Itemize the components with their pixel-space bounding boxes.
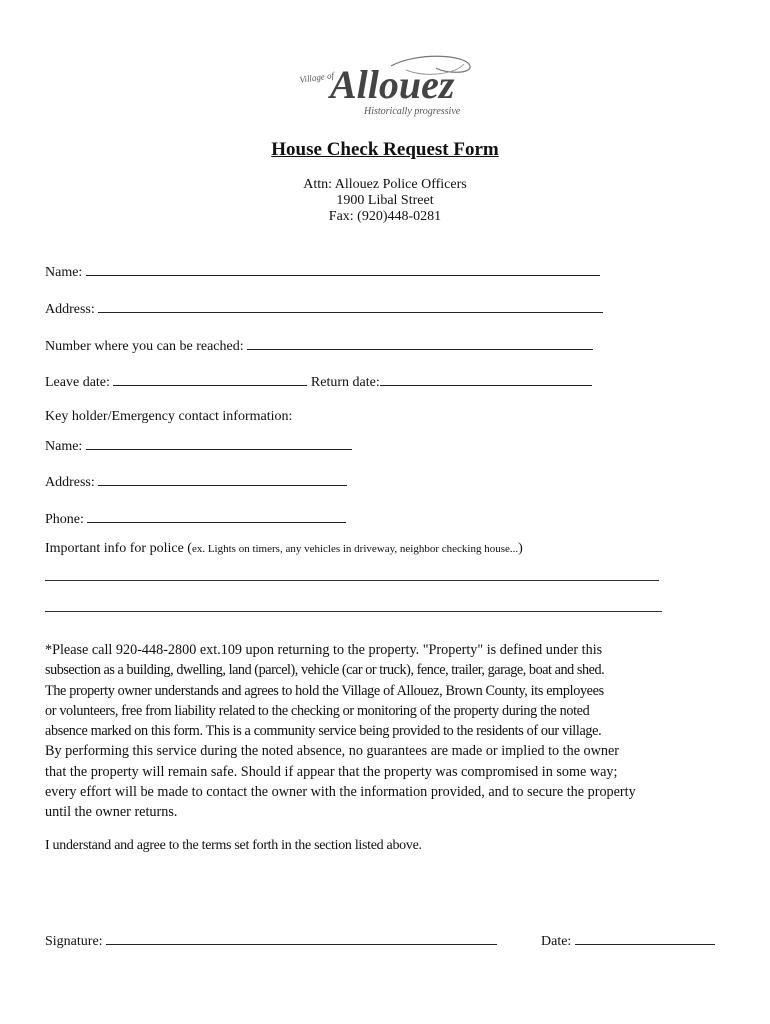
logo-village-of: Village of — [298, 70, 335, 85]
return-date-label: Return date: — [310, 375, 380, 390]
date-field[interactable] — [575, 931, 715, 945]
name-field[interactable] — [86, 262, 600, 276]
notice-line: or volunteers, free from liability related to the checking or monitoring of the property during the noted — [45, 702, 590, 719]
contact-name-row — [45, 436, 352, 455]
fax-line: Fax: (920)448-0281 — [328, 209, 442, 224]
important-info-hint: ex. Lights on timers, any vehicles in driveway, neighbor checking house... — [191, 543, 519, 555]
logo-name: Allouez — [330, 62, 455, 107]
contact-address-field[interactable] — [98, 472, 347, 486]
key-holder-heading: Key holder/Emergency contact information: — [45, 409, 293, 424]
notice-line: absence marked on this form. This is a community service being provided to the residents of our village. — [45, 723, 602, 740]
notice-line: until the owner returns. — [45, 804, 178, 821]
number-field[interactable] — [247, 336, 593, 350]
logo-tagline: Historically progressive — [364, 106, 461, 117]
contact-name-field[interactable] — [86, 436, 352, 450]
notice-line: subsection as a building, dwelling, land (parcel), vehicle (car or truck), fence, trailer, garage, boat and shed. — [45, 662, 605, 679]
contact-phone-row — [45, 509, 346, 528]
date-row — [541, 931, 715, 950]
address-line: 1900 Libal Street — [336, 193, 434, 208]
important-info-line-2[interactable] — [45, 611, 662, 612]
contact-name-label: Name: — [45, 439, 83, 454]
signature-row — [45, 931, 497, 950]
leave-date-label: Leave date: — [45, 375, 110, 390]
important-info-line-1[interactable] — [45, 580, 659, 581]
contact-address-label: Address: — [45, 475, 95, 490]
date-label: Date: — [541, 934, 572, 949]
notice-line: every effort will be made to contact the owner with the information provided, and to secure the property — [45, 784, 636, 801]
important-info-close: ) — [518, 541, 523, 556]
contact-address-row — [45, 472, 347, 491]
address-field[interactable] — [98, 299, 603, 313]
important-info-row — [45, 541, 523, 557]
address-row — [45, 299, 603, 318]
notice-line: that the property will remain safe. Should if appear that the property was compromised in some way; — [45, 763, 618, 780]
important-info-label: Important info for police ( — [45, 541, 192, 556]
signature-field[interactable] — [106, 931, 497, 945]
name-row — [45, 262, 600, 281]
notice-line: By performing this service during the noted absence, no guarantees are made or implied to the owner — [45, 743, 620, 760]
phone-reach-row — [45, 336, 593, 355]
agreement-statement: I understand and agree to the terms set forth in the section listed above. — [45, 838, 422, 853]
leave-date-field[interactable] — [113, 372, 307, 386]
form-title: House Check Request Form — [271, 139, 499, 160]
notice-paragraph — [45, 640, 725, 823]
number-label: Number where you can be reached: — [45, 339, 244, 354]
dates-row — [45, 372, 592, 391]
address-label: Address: — [45, 302, 95, 317]
name-label: Name: — [45, 265, 83, 280]
notice-line: *Please call 920-448-2800 ext.109 upon returning to the property. "Property" is defined under this — [45, 642, 603, 658]
village-logo — [296, 48, 476, 120]
contact-phone-label: Phone: — [45, 512, 84, 527]
contact-phone-field[interactable] — [87, 509, 346, 523]
attn-line: Attn: Allouez Police Officers — [303, 177, 467, 192]
return-date-field[interactable] — [380, 372, 592, 386]
signature-label: Signature: — [45, 934, 103, 949]
notice-line: The property owner understands and agrees to hold the Village of Allouez, Brown County, its employees — [45, 682, 604, 699]
